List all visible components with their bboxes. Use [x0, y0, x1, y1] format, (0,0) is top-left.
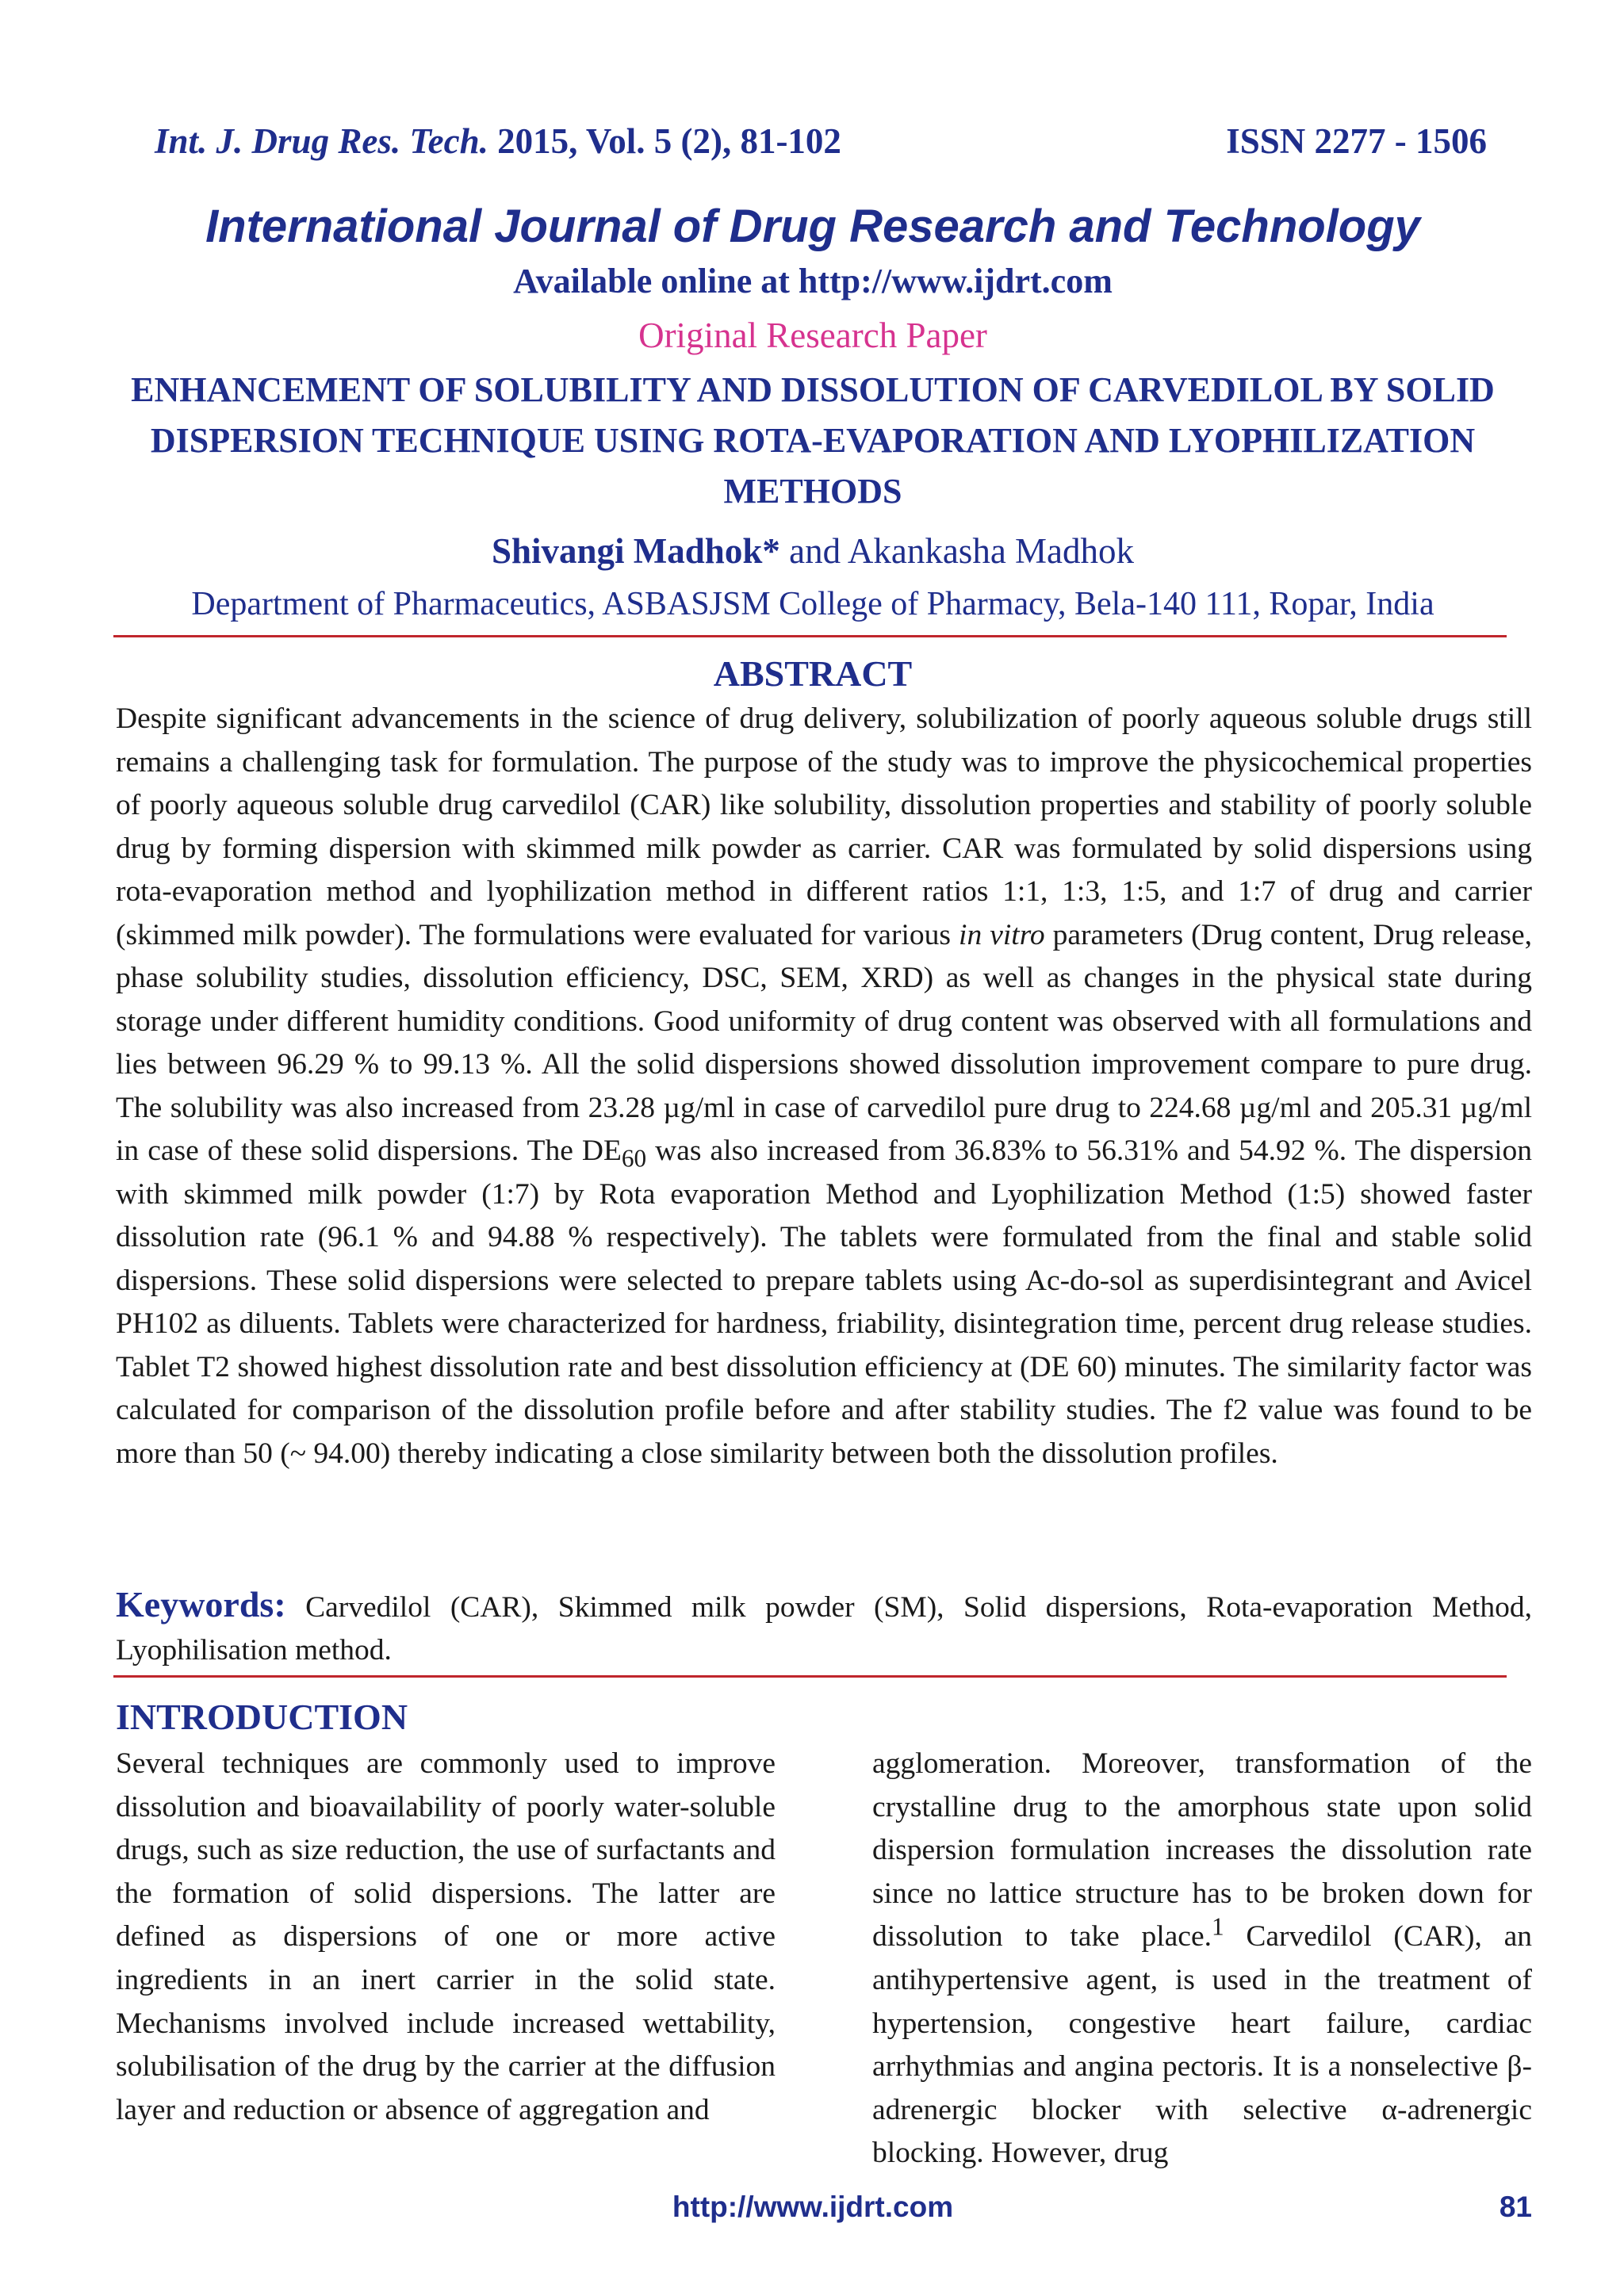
intro-text-right-1: agglomeration. Moreover, transformation of the crystalline drug to the amorphous state upon solid dispersion formulation increases the dissolution rate since no lattice structure has to be broken down for dissolution to take place.: [872, 1747, 1532, 1954]
abstract-body: [116, 698, 1532, 1475]
intro-text-right-2: Carvedilol (CAR), an antihypertensive agent, is used in the treatment of hypertension, congestive heart failure, cardiac arrhythmias and angina pectoris. It is a nonselective β-adrenergic blocker with selective α-adrenergic blocking. However, drug: [872, 1920, 1532, 2170]
keywords: [116, 1583, 1532, 1672]
journal-title: International Journal of Drug Research and Technology: [205, 201, 1420, 252]
available-online-link[interactable]: Available online at http://www.ijdrt.com: [513, 262, 1113, 300]
volume-info: 2015, Vol. 5 (2), 81-102: [497, 121, 841, 161]
issn: ISSN 2277 - 1506: [1226, 121, 1487, 161]
abstract-italic-term: in vitro: [959, 918, 1045, 951]
affiliation: Department of Pharmaceutics, ASBASJSM College of Pharmacy, Bela-140 111, Ropar, India: [191, 586, 1434, 622]
abstract-text-2: parameters (Drug content, Drug release, phase solubility studies, dissolution efficiency, DSC, SEM, XRD) as well as changes in the physical state during storage under different humidity conditions. Good uniformity of drug content was observed with all formulations and lies between 96.29 % to 99.13 %. All the solid dispersions showed dissolution improvement compare to pure drug. The solubility was also increased from 23.28 µg/ml in case of carvedilol pure drug to 224.68 µg/ml and 205.31 µg/ml in case of these solid dispersions. The DE: [116, 918, 1532, 1167]
author-second: Akankasha Madhok: [847, 531, 1135, 571]
abstract-text-1: Despite significant advancements in the science of drug delivery, solubilization of poorly aqueous soluble drugs still remains a challenging task for formulation. The purpose of the study was to improve the physicochemical properties of poorly aqueous soluble drug carvedilol (CAR) like solubility, dissolution properties and stability of poorly soluble drug by forming dispersion with skimmed milk powder as carrier. CAR was formulated by solid dispersions using rota-evaporation method and lyophilization method in different ratios 1:1, 1:3, 1:5, and 1:7 of drug and carrier (skimmed milk powder). The formulations were evaluated for various: [116, 702, 1532, 951]
author-first: Shivangi Madhok*: [491, 531, 780, 571]
journal-abbrev: Int. J. Drug Res. Tech.: [155, 121, 488, 161]
abstract-heading: ABSTRACT: [713, 653, 913, 694]
introduction-column-left: [116, 1743, 776, 2132]
article-title: ENHANCEMENT OF SOLUBILITY AND DISSOLUTION OF CARVEDILOL BY SOLID DISPERSION TECHNIQUE USING ROTA-EVAPORATION AND LYOPHILIZATION METHODS: [131, 370, 1495, 511]
keywords-text: Carvedilol (CAR), Skimmed milk powder (SM), Solid dispersions, Rota-evaporation Method, Lyophilisation method.: [116, 1591, 1532, 1667]
introduction-heading: INTRODUCTION: [116, 1697, 408, 1737]
page-number: 81: [1499, 2191, 1532, 2223]
de-subscript: 60: [621, 1144, 647, 1173]
authors: [79, 528, 1546, 574]
divider: [113, 1675, 1507, 1678]
citation-header: [155, 119, 1487, 163]
intro-paragraph-left: Several techniques are commonly used to improve dissolution and bioavailability of poorly water-soluble drugs, such as size reduction, the use of surfactants and the formation of solid dispersions. The latter are defined as dispersions of one or more active ingredients in an inert carrier in the solid state. Mechanisms involved include increased wettability, solubilisation of the drug by the carrier at the diffusion layer and reduction or absence of aggregation and: [116, 1747, 776, 2126]
author-connector: and: [779, 531, 848, 571]
divider: [113, 635, 1507, 637]
footer-url-link[interactable]: http://www.ijdrt.com: [672, 2191, 954, 2223]
paper-type: Original Research Paper: [638, 316, 987, 355]
keywords-label: Keywords:: [116, 1584, 286, 1624]
reference-marker[interactable]: 1: [1211, 1912, 1224, 1941]
abstract-text-3: was also increased from 36.83% to 56.31% and 54.92 %. The dispersion with skimmed milk powder (1:7) by Rota evaporation Method and Lyophilization Method (1:5) showed faster dissolution rate (96.1 % and 94.88 % respectively). The tablets were formulated from the final and stable solid dispersions. These solid dispersions were selected to prepare tablets using Ac-do-sol as superdisintegrant and Avicel PH102 as diluents. Tablets were characterized for hardness, friability, disintegration time, percent drug release studies. Tablet T2 showed highest dissolution rate and best dissolution efficiency at (DE 60) minutes. The similarity factor was calculated for comparison of the dissolution profile before and after stability studies. The f2 value was found to be more than 50 (~ 94.00) thereby indicating a close similarity between both the dissolution profiles.: [116, 1135, 1532, 1470]
introduction-column-right: [872, 1743, 1532, 2175]
